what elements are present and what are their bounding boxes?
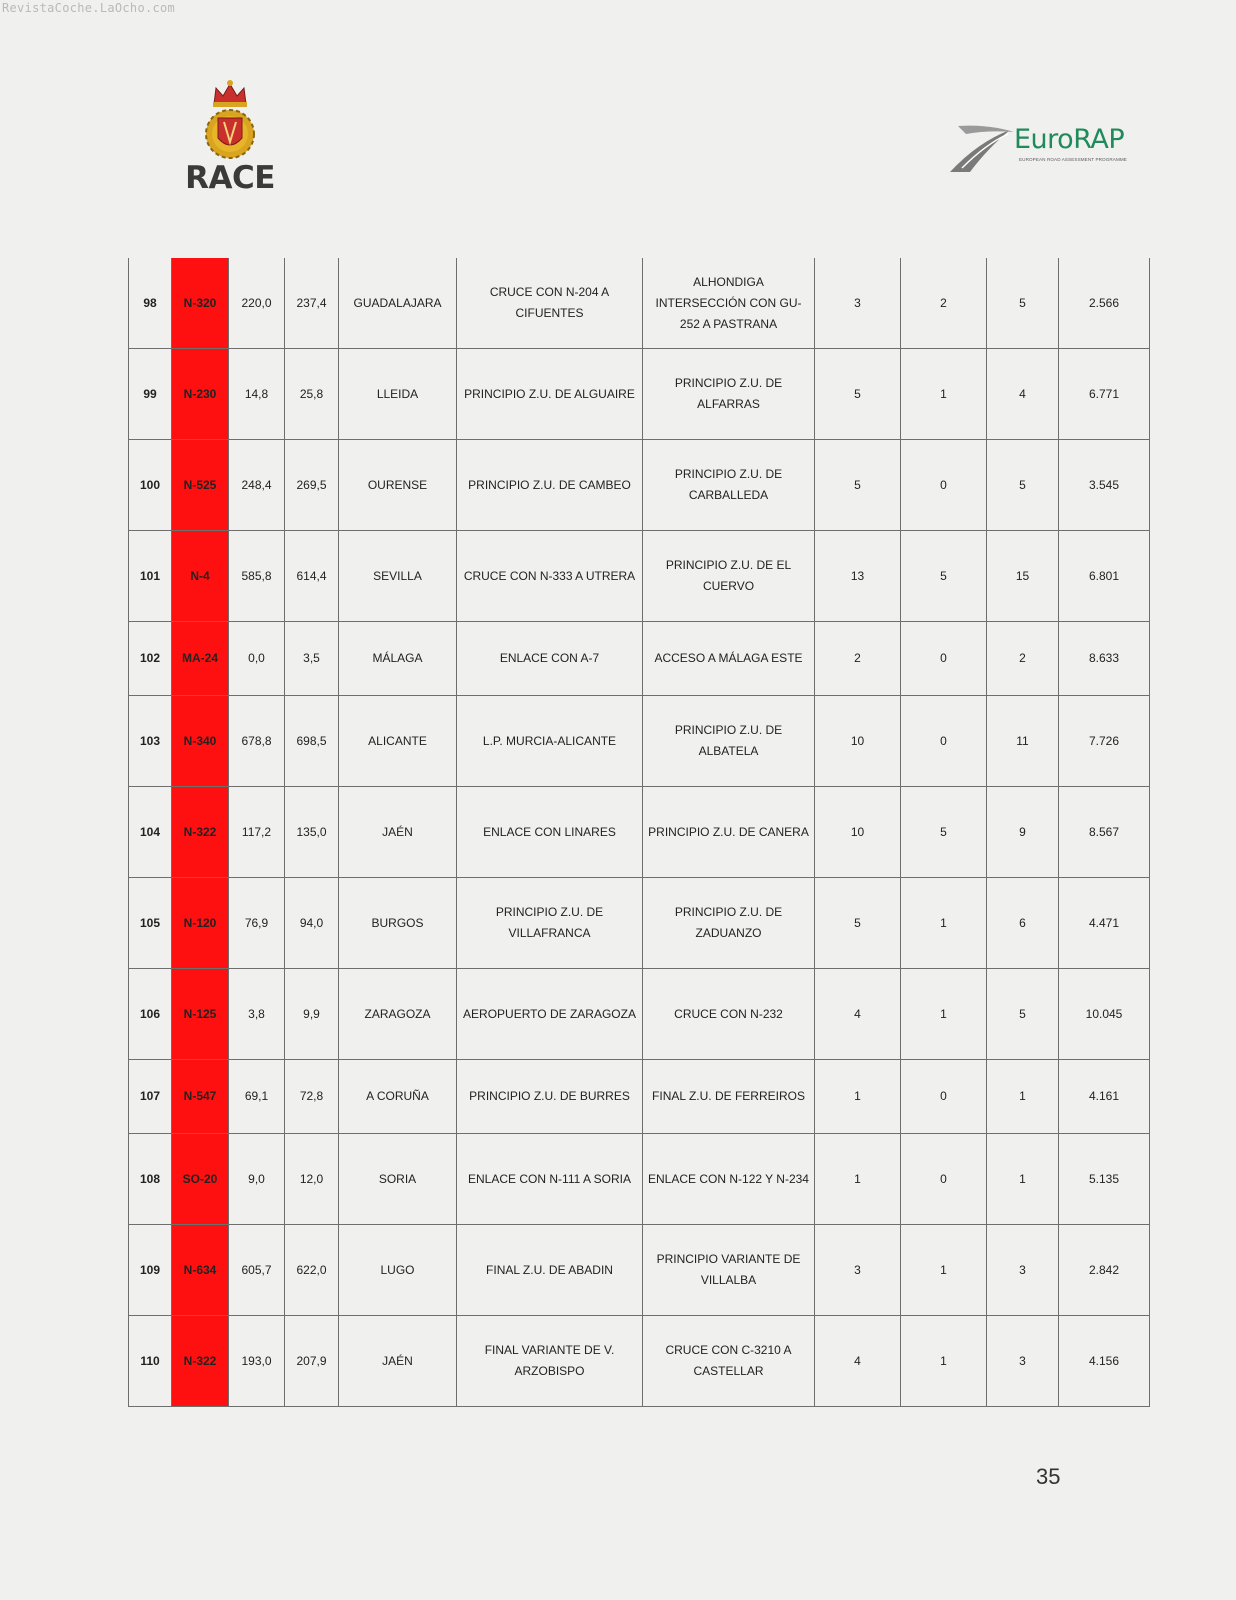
road-code-cell: N-120: [172, 878, 229, 969]
row-number-cell: 108: [129, 1134, 172, 1225]
count-1-cell: 4: [815, 1316, 901, 1407]
count-1-cell: 10: [815, 787, 901, 878]
count-2-cell: 0: [901, 440, 987, 531]
province-cell: JAÉN: [339, 787, 457, 878]
count-2-cell: 0: [901, 622, 987, 696]
table-row: [129, 1134, 1150, 1225]
section-end-cell: ACCESO A MÁLAGA ESTE: [643, 622, 815, 696]
pk-start-cell: 585,8: [229, 531, 285, 622]
count-1-cell: 3: [815, 258, 901, 349]
table-body: [129, 258, 1150, 1407]
pk-start-cell: 69,1: [229, 1060, 285, 1134]
traffic-cell: 2.842: [1059, 1225, 1150, 1316]
count-3-cell: 4: [987, 349, 1059, 440]
count-2-cell: 1: [901, 969, 987, 1060]
pk-end-cell: 207,9: [285, 1316, 339, 1407]
row-number-cell: 104: [129, 787, 172, 878]
section-start-cell: ENLACE CON LINARES: [457, 787, 643, 878]
province-cell: MÁLAGA: [339, 622, 457, 696]
traffic-cell: 7.726: [1059, 696, 1150, 787]
count-3-cell: 1: [987, 1134, 1059, 1225]
section-end-cell: PRINCIPIO Z.U. DE EL CUERVO: [643, 531, 815, 622]
section-end-cell: PRINCIPIO Z.U. DE ALBATELA: [643, 696, 815, 787]
section-end-cell: PRINCIPIO Z.U. DE CARBALLEDA: [643, 440, 815, 531]
count-1-cell: 5: [815, 349, 901, 440]
count-2-cell: 0: [901, 1060, 987, 1134]
row-number-cell: 102: [129, 622, 172, 696]
table-row: [129, 696, 1150, 787]
road-code-cell: N-340: [172, 696, 229, 787]
pk-end-cell: 237,4: [285, 258, 339, 349]
road-code-cell: N-320: [172, 258, 229, 349]
count-2-cell: 5: [901, 787, 987, 878]
eurorap-wordmark: EuroRAP: [1014, 124, 1125, 155]
pk-end-cell: 698,5: [285, 696, 339, 787]
count-3-cell: 5: [987, 440, 1059, 531]
province-cell: SEVILLA: [339, 531, 457, 622]
road-swoosh-icon: [948, 122, 1018, 174]
traffic-cell: 2.566: [1059, 258, 1150, 349]
section-end-cell: CRUCE CON C-3210 A CASTELLAR: [643, 1316, 815, 1407]
section-start-cell: FINAL VARIANTE DE V. ARZOBISPO: [457, 1316, 643, 1407]
count-3-cell: 11: [987, 696, 1059, 787]
pk-start-cell: 605,7: [229, 1225, 285, 1316]
pk-start-cell: 117,2: [229, 787, 285, 878]
count-1-cell: 3: [815, 1225, 901, 1316]
section-end-cell: FINAL Z.U. DE FERREIROS: [643, 1060, 815, 1134]
traffic-cell: 6.801: [1059, 531, 1150, 622]
count-2-cell: 0: [901, 1134, 987, 1225]
race-logo: [168, 78, 292, 196]
row-number-cell: 98: [129, 258, 172, 349]
count-3-cell: 5: [987, 969, 1059, 1060]
road-code-cell: N-634: [172, 1225, 229, 1316]
count-2-cell: 5: [901, 531, 987, 622]
table-row: [129, 878, 1150, 969]
traffic-cell: 4.161: [1059, 1060, 1150, 1134]
traffic-cell: 6.771: [1059, 349, 1150, 440]
province-cell: ALICANTE: [339, 696, 457, 787]
count-1-cell: 10: [815, 696, 901, 787]
count-3-cell: 3: [987, 1316, 1059, 1407]
province-cell: LLEIDA: [339, 349, 457, 440]
pk-end-cell: 269,5: [285, 440, 339, 531]
province-cell: OURENSE: [339, 440, 457, 531]
pk-end-cell: 94,0: [285, 878, 339, 969]
count-2-cell: 1: [901, 1225, 987, 1316]
section-end-cell: PRINCIPIO Z.U. DE ZADUANZO: [643, 878, 815, 969]
row-number-cell: 109: [129, 1225, 172, 1316]
count-3-cell: 9: [987, 787, 1059, 878]
pk-start-cell: 0,0: [229, 622, 285, 696]
count-2-cell: 2: [901, 258, 987, 349]
road-code-cell: N-230: [172, 349, 229, 440]
section-end-cell: CRUCE CON N-232: [643, 969, 815, 1060]
row-number-cell: 101: [129, 531, 172, 622]
pk-end-cell: 72,8: [285, 1060, 339, 1134]
count-2-cell: 1: [901, 349, 987, 440]
row-number-cell: 110: [129, 1316, 172, 1407]
pk-start-cell: 76,9: [229, 878, 285, 969]
section-start-cell: PRINCIPIO Z.U. DE VILLAFRANCA: [457, 878, 643, 969]
pk-start-cell: 14,8: [229, 349, 285, 440]
table-row: [129, 440, 1150, 531]
row-number-cell: 99: [129, 349, 172, 440]
section-start-cell: PRINCIPIO Z.U. DE CAMBEO: [457, 440, 643, 531]
section-start-cell: PRINCIPIO Z.U. DE BURRES: [457, 1060, 643, 1134]
traffic-cell: 10.045: [1059, 969, 1150, 1060]
road-code-cell: N-525: [172, 440, 229, 531]
count-3-cell: 1: [987, 1060, 1059, 1134]
count-3-cell: 2: [987, 622, 1059, 696]
race-wordmark: RACE: [185, 160, 275, 196]
page-number: 35: [1036, 1464, 1061, 1489]
section-start-cell: FINAL Z.U. DE ABADIN: [457, 1225, 643, 1316]
count-1-cell: 1: [815, 1134, 901, 1225]
province-cell: SORIA: [339, 1134, 457, 1225]
section-start-cell: L.P. MURCIA-ALICANTE: [457, 696, 643, 787]
section-end-cell: ALHONDIGA INTERSECCIÓN CON GU-252 A PASTRANA: [643, 258, 815, 349]
section-end-cell: PRINCIPIO Z.U. DE CANERA: [643, 787, 815, 878]
province-cell: LUGO: [339, 1225, 457, 1316]
watermark-text: RevistaCoche.LaOcho.com: [2, 1, 176, 15]
count-1-cell: 2: [815, 622, 901, 696]
road-code-cell: SO-20: [172, 1134, 229, 1225]
section-start-cell: CRUCE CON N-333 A UTRERA: [457, 531, 643, 622]
section-start-cell: PRINCIPIO Z.U. DE ALGUAIRE: [457, 349, 643, 440]
pk-end-cell: 614,4: [285, 531, 339, 622]
traffic-cell: 4.471: [1059, 878, 1150, 969]
table-row: [129, 1225, 1150, 1316]
road-ranking-table: [128, 258, 1150, 1407]
row-number-cell: 105: [129, 878, 172, 969]
province-cell: ZARAGOZA: [339, 969, 457, 1060]
table-row: [129, 969, 1150, 1060]
pk-start-cell: 678,8: [229, 696, 285, 787]
count-3-cell: 6: [987, 878, 1059, 969]
section-start-cell: ENLACE CON A-7: [457, 622, 643, 696]
row-number-cell: 103: [129, 696, 172, 787]
section-end-cell: PRINCIPIO VARIANTE DE VILLALBA: [643, 1225, 815, 1316]
pk-start-cell: 9,0: [229, 1134, 285, 1225]
table-row: [129, 531, 1150, 622]
road-code-cell: MA-24: [172, 622, 229, 696]
traffic-cell: 4.156: [1059, 1316, 1150, 1407]
province-cell: A CORUÑA: [339, 1060, 457, 1134]
road-code-cell: N-322: [172, 1316, 229, 1407]
count-3-cell: 3: [987, 1225, 1059, 1316]
pk-start-cell: 220,0: [229, 258, 285, 349]
table-row: [129, 622, 1150, 696]
eurorap-subtitle: EUROPEAN ROAD ASSESSMENT PROGRAMME: [1019, 157, 1127, 162]
count-2-cell: 1: [901, 878, 987, 969]
section-start-cell: ENLACE CON N-111 A SORIA: [457, 1134, 643, 1225]
section-start-cell: AEROPUERTO DE ZARAGOZA: [457, 969, 643, 1060]
eurorap-logo: [948, 122, 1138, 182]
pk-end-cell: 25,8: [285, 349, 339, 440]
pk-end-cell: 135,0: [285, 787, 339, 878]
count-3-cell: 5: [987, 258, 1059, 349]
row-number-cell: 106: [129, 969, 172, 1060]
traffic-cell: 8.567: [1059, 787, 1150, 878]
province-cell: GUADALAJARA: [339, 258, 457, 349]
pk-start-cell: 248,4: [229, 440, 285, 531]
pk-end-cell: 3,5: [285, 622, 339, 696]
race-crest-icon: [168, 78, 292, 162]
road-code-cell: N-547: [172, 1060, 229, 1134]
pk-end-cell: 9,9: [285, 969, 339, 1060]
pk-end-cell: 622,0: [285, 1225, 339, 1316]
road-code-cell: N-4: [172, 531, 229, 622]
province-cell: JAÉN: [339, 1316, 457, 1407]
road-code-cell: N-125: [172, 969, 229, 1060]
count-2-cell: 1: [901, 1316, 987, 1407]
count-1-cell: 13: [815, 531, 901, 622]
traffic-cell: 8.633: [1059, 622, 1150, 696]
traffic-cell: 5.135: [1059, 1134, 1150, 1225]
road-code-cell: N-322: [172, 787, 229, 878]
traffic-cell: 3.545: [1059, 440, 1150, 531]
pk-start-cell: 193,0: [229, 1316, 285, 1407]
section-start-cell: CRUCE CON N-204 A CIFUENTES: [457, 258, 643, 349]
table-row: [129, 1316, 1150, 1407]
province-cell: BURGOS: [339, 878, 457, 969]
count-1-cell: 5: [815, 440, 901, 531]
pk-start-cell: 3,8: [229, 969, 285, 1060]
row-number-cell: 107: [129, 1060, 172, 1134]
count-1-cell: 5: [815, 878, 901, 969]
table-row: [129, 1060, 1150, 1134]
pk-end-cell: 12,0: [285, 1134, 339, 1225]
table-row: [129, 349, 1150, 440]
count-1-cell: 4: [815, 969, 901, 1060]
row-number-cell: 100: [129, 440, 172, 531]
count-2-cell: 0: [901, 696, 987, 787]
table-row: [129, 787, 1150, 878]
count-1-cell: 1: [815, 1060, 901, 1134]
table-row: [129, 258, 1150, 349]
section-end-cell: PRINCIPIO Z.U. DE ALFARRAS: [643, 349, 815, 440]
count-3-cell: 15: [987, 531, 1059, 622]
section-end-cell: ENLACE CON N-122 Y N-234: [643, 1134, 815, 1225]
